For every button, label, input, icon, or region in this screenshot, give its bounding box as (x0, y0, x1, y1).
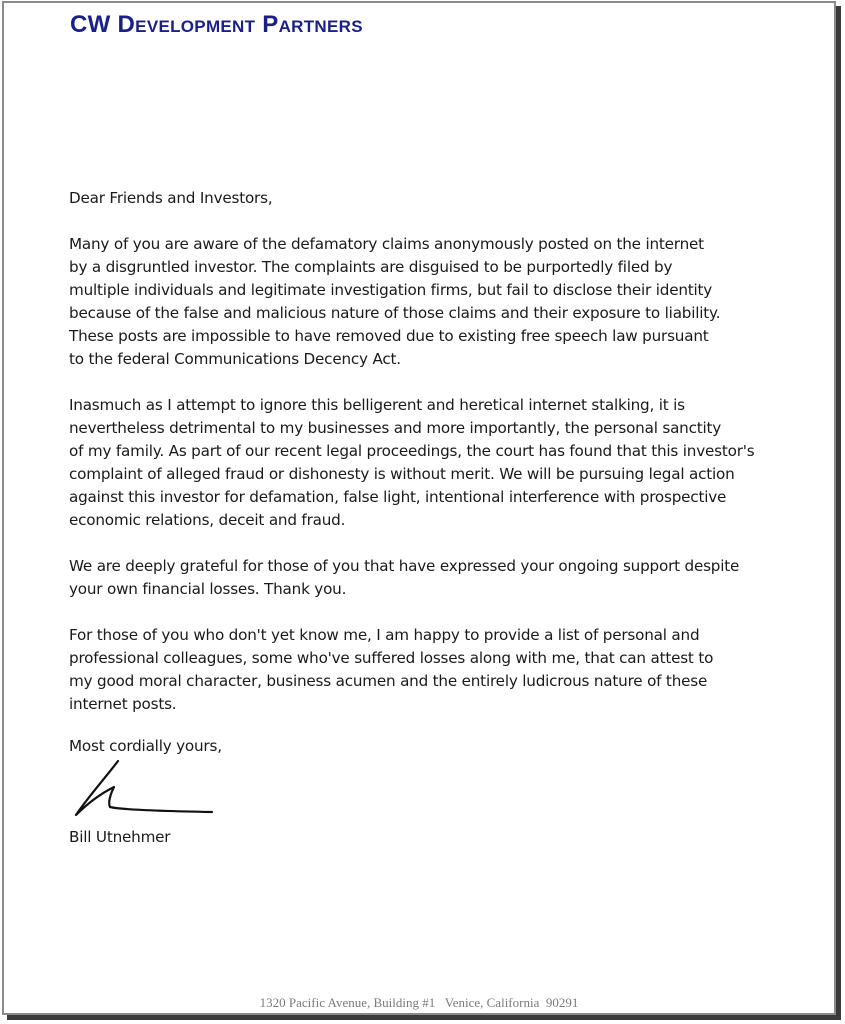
paragraph-1-line: Many of you are aware of the defamatory claims anonymously posted on the internet (69, 235, 704, 253)
paragraph-4-line: For those of you who don't yet know me, I am happy to provide a list of personal and (69, 626, 700, 644)
paragraph-1-line: These posts are impossible to have removed due to existing free speech law pursuant (69, 327, 709, 345)
handwritten-signature (66, 757, 226, 827)
letter-page (2, 1, 836, 1015)
paragraph-2-line: nevertheless detrimental to my businesses and more importantly, the personal sanctity (69, 419, 722, 437)
paragraph-1-line: to the federal Communications Decency Act. (69, 350, 401, 368)
paragraph-2-line: complaint of alleged fraud or dishonesty is without merit. We will be pursuing legal action (69, 465, 735, 483)
footer-address: 1320 Pacific Avenue, Building #1 Venice, California 90291 (259, 995, 579, 1010)
paragraph-3-line: We are deeply grateful for those of you that have expressed your ongoing support despite (69, 557, 740, 575)
paragraph-4 (69, 624, 769, 716)
paragraph-1-line: by a disgruntled investor. The complaints are disguised to be purportedly filed by (69, 258, 673, 276)
paragraph-4-line: internet posts. (69, 695, 177, 713)
paragraph-1-line: because of the false and malicious nature of those claims and their exposure to liability. (69, 304, 721, 322)
paragraph-2-line: Inasmuch as I attempt to ignore this belligerent and heretical internet stalking, it is (69, 396, 685, 414)
company-letterhead: CW Development Partners (70, 11, 363, 38)
paragraph-3-line: your own financial losses. Thank you. (69, 580, 347, 598)
paragraph-1 (69, 233, 769, 371)
signer-name: Bill Utnehmer (69, 828, 171, 846)
paragraph-2 (69, 394, 769, 532)
paragraph-4-line: professional colleagues, some who've suffered losses along with me, that can attest to (69, 649, 714, 667)
paragraph-2-line: of my family. As part of our recent legal proceedings, the court has found that this investor's (69, 442, 755, 460)
paragraph-1-line: multiple individuals and legitimate investigation firms, but fail to disclose their identity (69, 281, 713, 299)
paragraph-3 (69, 555, 769, 601)
letter-body (69, 187, 769, 739)
paragraph-4-line: my good moral character, business acumen and the entirely ludicrous nature of these (69, 672, 708, 690)
paragraph-2-line: economic relations, deceit and fraud. (69, 511, 346, 529)
closing: Most cordially yours, (69, 737, 222, 755)
paragraph-2-line: against this investor for defamation, false light, intentional interference with prospective (69, 488, 727, 506)
salutation: Dear Friends and Investors, (69, 189, 273, 207)
